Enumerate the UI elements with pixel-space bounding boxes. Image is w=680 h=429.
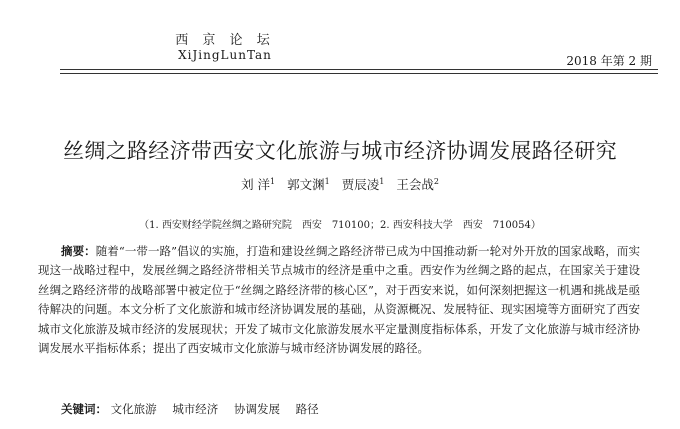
keyword: 文化旅游 — [110, 402, 157, 416]
header-rule-thin — [60, 73, 658, 74]
keywords — [61, 401, 331, 417]
journal-title: 西 京 论 坛 — [175, 33, 275, 48]
keyword: 路径 — [295, 402, 319, 416]
keyword: 城市经济 — [172, 402, 219, 416]
author: 刘 洋$^1$ — [241, 176, 276, 192]
keywords-label: 关键词： — [61, 402, 107, 416]
article-title: 丝绸之路经济带西安文化旅游与城市经济协调发展路径研究 — [63, 139, 617, 163]
header-rule-thick — [60, 69, 658, 70]
abstract-text: 随着“一带一路”倡议的实施，打造和建设丝绸之路经济带已成为中国推动新一轮对外开放的国家战略，而实现这一战略过程中，发展丝绸之路经济带相关节点城市的经济是重中之重。西安作为丝绸之路的起点，在国家关于建设丝绸之路经济带的战略部署中被定位于“丝绸之路经济带的核心区”，对于西安来说，如何深刻把握这一机遇和挑战是亟待解决的问题。本文分析了文化旅游和城市经济协调发展的基础，从资源概况、发展特征、现实困境等方面研究了西安城市文化旅游及城市经济的发展现状；开发了城市文化旅游发展水平定量测度指标体系，开发了文化旅游与城市经济协调发展水平指标体系；提出了西安城市文化旅游与城市经济协调发展的路径。 — [38, 244, 640, 356]
journal-pinyin: XiJingLunTan — [178, 48, 272, 62]
author: 郭文渊$^1$ — [287, 176, 330, 192]
affiliation: （1. 西安财经学院丝绸之路研究院 西安 710100；2. 西安科技大学 西安 710054） — [139, 220, 541, 231]
keyword: 协调发展 — [233, 402, 280, 416]
author: 贾辰凌$^1$ — [341, 176, 385, 192]
abstract — [38, 242, 640, 358]
issue-number: 2018 年第 2 期 — [566, 54, 652, 68]
abstract-label: 摘要： — [61, 244, 96, 258]
author: 王会战$^2$ — [396, 176, 439, 192]
author-list — [0, 175, 680, 193]
